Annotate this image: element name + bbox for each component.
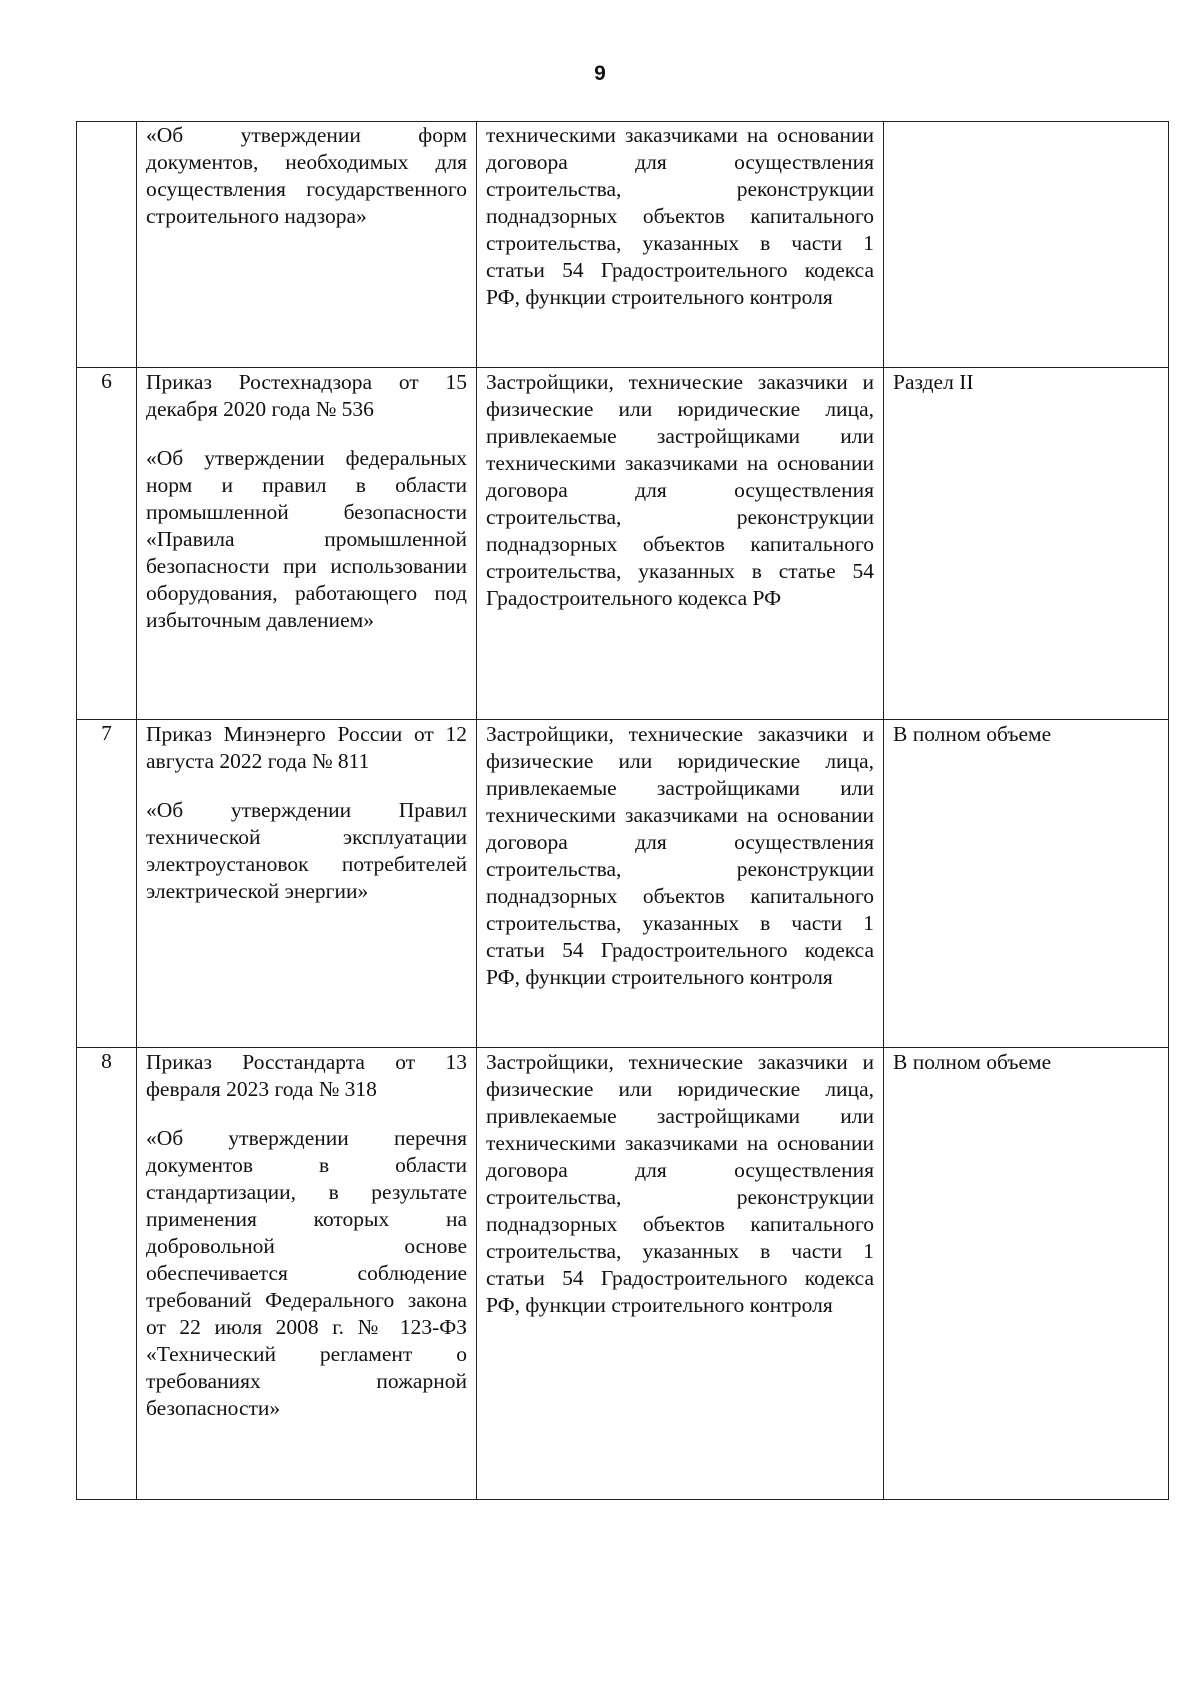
row-number: 6 bbox=[77, 368, 137, 720]
subjects-text: Застройщики, технические заказчики и физические или юридические лица, привлекаемые застройщиками или техническими заказчиками на основании договора для осуществления строительства, реконструкции поднадзорных объектов капитального строительства, указанных в части 1 статьи 54 Градостроительного кодекса РФ, функции строительного контроля bbox=[486, 722, 874, 989]
act-cell bbox=[137, 122, 477, 368]
table-row bbox=[77, 1048, 1169, 1500]
act-title: «Об утверждении федеральных норм и правил в области промышленной безопасности «Правила промышленной безопасности при использовании оборудования, работающего под избыточным давлением» bbox=[146, 446, 467, 632]
act-cell bbox=[137, 720, 477, 1048]
subjects-text: Застройщики, технические заказчики и физические или юридические лица, привлекаемые застройщиками или техническими заказчиками на основании договора для осуществления строительства, реконструкции поднадзорных объектов капитального строительства, указанных в части 1 статьи 54 Градостроительного кодекса РФ, функции строительного контроля bbox=[486, 1050, 874, 1317]
act-title: «Об утверждении форм документов, необходимых для осуществления государственного строительного надзора» bbox=[146, 123, 467, 228]
act-heading: Приказ Росстандарта от 13 февраля 2023 года № 318 bbox=[146, 1050, 467, 1101]
act-cell bbox=[137, 1048, 477, 1500]
scope-cell bbox=[884, 122, 1169, 368]
table-row bbox=[77, 368, 1169, 720]
act-heading: Приказ Ростехнадзора от 15 декабря 2020 года № 536 bbox=[146, 370, 467, 421]
table-row bbox=[77, 122, 1169, 368]
subjects-text: техническими заказчиками на основании договора для осуществления строительства, реконструкции поднадзорных объектов капитального строительства, указанных в части 1 статьи 54 Градостроительного кодекса РФ, функции строительного контроля bbox=[486, 123, 874, 309]
row-number: 8 bbox=[77, 1048, 137, 1500]
subjects-cell bbox=[477, 122, 884, 368]
act-cell bbox=[137, 368, 477, 720]
requirements-table bbox=[76, 121, 1169, 1500]
subjects-text: Застройщики, технические заказчики и физические или юридические лица, привлекаемые застройщиками или техническими заказчиками на основании договора для осуществления строительства, реконструкции поднадзорных объектов капитального строительства, указанных в статье 54 Градостроительного кодекса РФ bbox=[486, 370, 874, 610]
act-title: «Об утверждении Правил технической эксплуатации электроустановок потребителей электрической энергии» bbox=[146, 798, 467, 903]
act-title: «Об утверждении перечня документов в области стандартизации, в результате применения которых на добровольной основе обеспечивается соблюдение требований Федерального закона от 22 июля 2008 г. № 123-ФЗ «Технический регламент о требованиях пожарной безопасности» bbox=[146, 1126, 467, 1420]
act-heading: Приказ Минэнерго России от 12 августа 2022 года № 811 bbox=[146, 722, 467, 773]
scope-cell: В полном объеме bbox=[884, 1048, 1169, 1500]
subjects-cell bbox=[477, 368, 884, 720]
row-number: 7 bbox=[77, 720, 137, 1048]
scope-cell: Раздел II bbox=[884, 368, 1169, 720]
row-number bbox=[77, 122, 137, 368]
page-number: 9 bbox=[594, 62, 606, 85]
table-row bbox=[77, 720, 1169, 1048]
scope-cell: В полном объеме bbox=[884, 720, 1169, 1048]
subjects-cell bbox=[477, 1048, 884, 1500]
subjects-cell bbox=[477, 720, 884, 1048]
